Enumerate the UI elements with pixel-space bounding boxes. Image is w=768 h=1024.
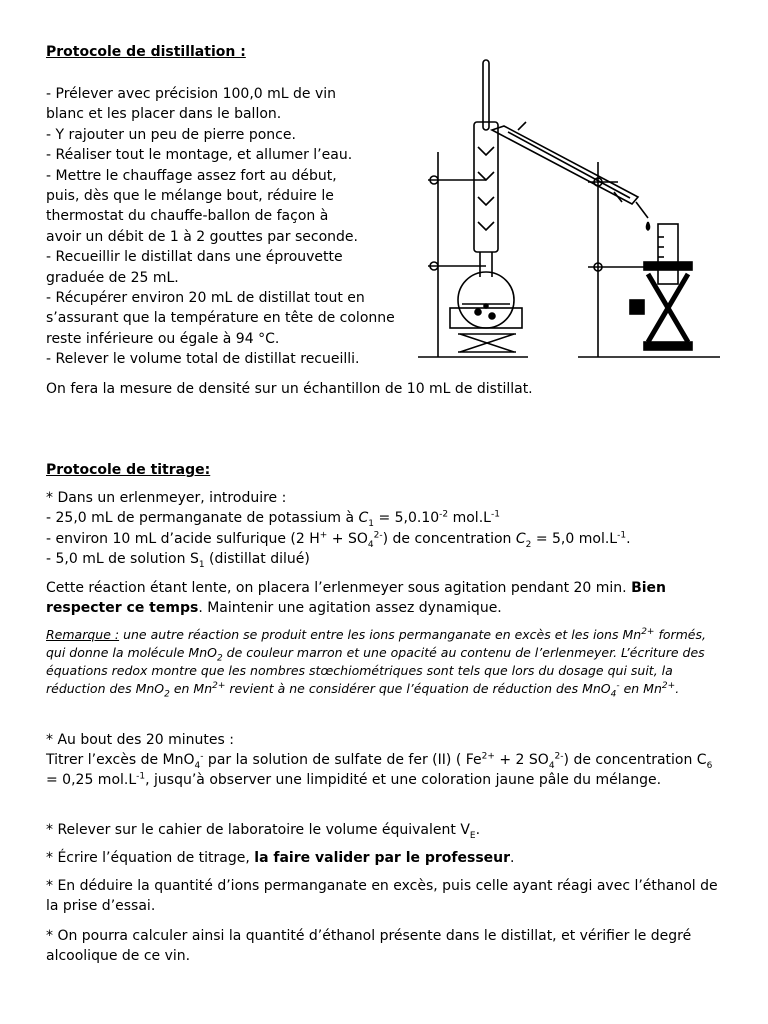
distillation-step-line: graduée de 25 mL. <box>46 269 179 286</box>
distillation-step-line: - Recueillir le distillat dans une éprouvette <box>46 249 343 266</box>
agitation-instruction: Cette réaction étant lente, on placera l’erlenmeyer sous agitation pendant 20 min. Bien respecter ce temps. Maintenir une agitation assez dynamique. <box>46 580 667 616</box>
distillation-step-line: thermostat du chauffe-ballon de façon à <box>46 208 329 225</box>
final-instruction: * On pourra calculer ainsi la quantité d’éthanol présente dans le distillat, et vérifier le degré alcoolique de ce vin. <box>46 928 692 964</box>
distillation-step-line: - Prélever avec précision 100,0 mL de vin <box>46 86 337 102</box>
after-20-min-instruction: * Au bout des 20 minutes : Titrer l’excès de MnO$_4$- par la solution de sulfate de fer (II) ( $Fe^{2+} + 2$ $SO_4^{2-}$) de concentration $C_6 = 0,25$ $mol.L^{-1}$, jusqu’à observer une limpidité et une coloration jaune pâle du mélange. <box>46 732 713 788</box>
distillation-step-line: avoir un débit de 1 à 2 gouttes par seconde. <box>46 228 358 245</box>
distillation-step-line: blanc et les placer dans le ballon. <box>46 106 282 123</box>
titrage-intro: * Dans un erlenmeyer, introduire : <box>46 490 287 506</box>
distillation-step-line: - Relever le volume total de distillat recueilli. <box>46 351 360 368</box>
distillation-step-line: reste inférieure ou égale à 94 °C. <box>46 330 280 347</box>
titrage-heading: Protocole de titrage: <box>46 462 211 478</box>
distillation-apparatus-illustration <box>408 52 726 372</box>
distillation-step-line: - Mettre le chauffage assez fort au début, <box>46 167 337 184</box>
distillation-step-line: - Réaliser tout le montage, et allumer l’eau. <box>46 147 353 164</box>
equivalent-volume-instruction: * Relever sur le cahier de laboratoire le volume équivalent $V_E$. <box>46 822 481 841</box>
titration-equation-instruction: * Écrire l’équation de titrage, la faire valider par le professeur. <box>46 850 515 866</box>
deduce-instruction: * En déduire la quantité d’ions permanganate en excès, puis celle ayant réagi avec l’éthanol de la prise d’essai. <box>46 878 718 914</box>
distillation-step-line: s’assurant que la température en tête de colonne <box>46 310 395 327</box>
density-note: On fera la mesure de densité sur un échantillon de 10 mL de distillat. <box>46 381 533 397</box>
distillation-step-line: - Y rajouter un peu de pierre ponce. <box>46 126 296 143</box>
titrage-item-permanganate: - 25,0 mL de permanganate de potassium à $C_1 = 5,0.10^{-2}$ $mol.L^{-1}$ <box>46 509 500 529</box>
titrage-item-sulfuric-acid: - environ 10 mL d’acide sulfurique (2 $H^+ + SO_4^{2-}$) de concentration $C_2 = 5,0$ $mol.L^{-1}$. <box>46 530 631 550</box>
distillation-heading: Protocole de distillation : <box>46 44 246 60</box>
remark-paragraph: Remarque : une autre réaction se produit entre les ions permanganate en excès et les ions $Mn^{2+}$ formés, qui donne la molécule MnO$_2$ de couleur marron et une opacité au contenu de l’erlenmeyer. L’écriture des équations redox montre que les nombres stœchiométriques sont tels que lors du dosage qui suit, la réduction des MnO$_2$ en $Mn^{2+}$ revient à ne considérer que l’équation de réduction des MnO$_4$- en $Mn^{2+}$. <box>46 626 706 700</box>
distillation-step-line: - Récupérer environ 20 mL de distillat tout en <box>46 290 365 306</box>
titrage-item-solution: - 5,0 mL de solution $S_1$ (distillat dilué) <box>46 551 310 570</box>
distillation-step-line: puis, dès que le mélange bout, réduire le <box>46 188 334 204</box>
